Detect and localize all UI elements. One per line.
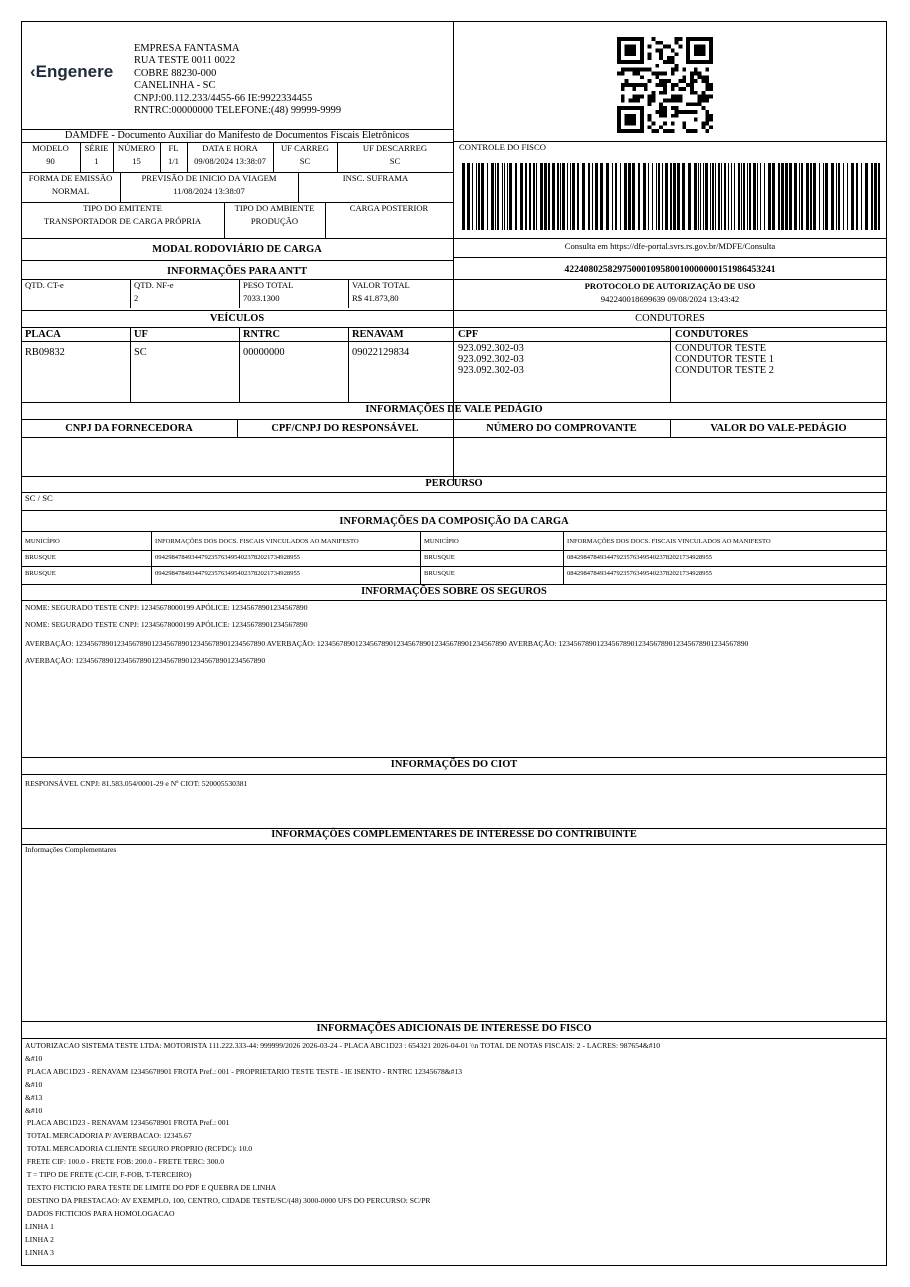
col-uf: UF bbox=[134, 329, 148, 340]
col-numero-comprovante: NÚMERO DO COMPROVANTE bbox=[486, 423, 637, 434]
composicao-title: INFORMAÇÕES DA COMPOSIÇÃO DA CARGA bbox=[339, 516, 569, 527]
fl-value: 1/1 bbox=[168, 156, 179, 166]
col-cpf-responsavel: CPF/CNPJ DO RESPONSÁVEL bbox=[271, 423, 419, 434]
antt-valor-label: VALOR TOTAL bbox=[352, 280, 410, 290]
chave-acesso: 42240802582975000109580010000000151986453241 bbox=[564, 264, 776, 275]
composicao-municipio: BRUSQUE bbox=[424, 570, 455, 577]
averbacao-line: AVERBAÇÃO: 12345678901234567890123456789012345678901234567890 AVERBAÇÃO: 12345678901234567890123456789012345678901234567890 AVERBAÇÃO: 12345678901234567890123456789012345678901234567890 bbox=[25, 639, 749, 648]
seguro-line: NOME: SEGURADO TESTE CNPJ: 12345678000199 APÓLICE: 12345678901234567890 bbox=[25, 620, 308, 629]
previsao-label: PREVISÃO DE INICIO DA VIAGEM bbox=[141, 173, 277, 183]
col-placa: PLACA bbox=[25, 329, 61, 340]
data-hora-value: 09/08/2024 13:38:07 bbox=[194, 156, 266, 166]
condutor-cpf: 923.092.302-03 bbox=[458, 365, 524, 377]
veiculo-placa: RB09832 bbox=[25, 347, 65, 358]
antt-title: INFORMAÇÕES PARA ANTT bbox=[166, 266, 308, 277]
company-info bbox=[134, 43, 341, 117]
protocolo-label: PROTOCOLO DE AUTORIZAÇÃO DE USO bbox=[584, 281, 756, 291]
condutores-title: CONDUTORES bbox=[635, 313, 705, 324]
tipo-ambiente-value: PRODUÇÃO bbox=[250, 216, 299, 226]
tipo-emitente-value: TRANSPORTADOR DE CARGA PRÓPRIA bbox=[43, 216, 202, 226]
company-logo bbox=[30, 62, 113, 82]
adicional-line: LINHA 1 bbox=[25, 1221, 54, 1231]
antt-qtd-cte-label: QTD. CT-e bbox=[25, 280, 64, 290]
col-valor-vale-pedagio: VALOR DO VALE-PEDÁGIO bbox=[710, 423, 847, 434]
adicional-line: DADOS FICTICIOS PARA HOMOLOGACAO bbox=[25, 1208, 175, 1218]
data-hora-label: DATA E HORA bbox=[202, 143, 258, 153]
col-docs-fiscais: INFORMAÇÕES DOS DOCS. FISCAIS VINCULADOS AO MANIFESTO bbox=[567, 538, 771, 545]
seguro-line: NOME: SEGURADO TESTE CNPJ: 12345678000199 APÓLICE: 12345678901234567890 bbox=[25, 603, 308, 612]
uf-carreg-label: UF CARREG bbox=[281, 143, 329, 153]
adicional-line: LINHA 3 bbox=[25, 1247, 54, 1257]
fl-label: FL bbox=[168, 143, 179, 153]
company-line: EMPRESA FANTASMA bbox=[134, 43, 240, 54]
col-cpf: CPF bbox=[458, 329, 479, 340]
adicional-line: &#13 bbox=[25, 1092, 43, 1102]
adicional-line: &#10 bbox=[25, 1053, 43, 1063]
col-rntrc: RNTRC bbox=[243, 329, 280, 340]
composicao-doc: 08429847849344792357634954023782021734928955 bbox=[567, 570, 713, 577]
controle-fisco-label: CONTROLE DO FISCO bbox=[459, 142, 546, 152]
col-cnpj-fornecedora: CNPJ DA FORNECEDORA bbox=[65, 423, 193, 434]
forma-emissao-label: FORMA DE EMISSÃO bbox=[28, 173, 113, 183]
modelo-value: 90 bbox=[46, 156, 55, 166]
adicionais-lines bbox=[25, 1040, 660, 1259]
complementares-value: Informações Complementares bbox=[25, 845, 117, 854]
condutor-nome: CONDUTOR TESTE 1 bbox=[675, 354, 774, 366]
adicional-line: &#10 bbox=[25, 1079, 43, 1089]
logo-text: Engenere bbox=[35, 62, 114, 81]
adicional-line: PLACA ABC1D23 - RENAVAM 12345678901 FROTA Pref.: 001 bbox=[25, 1118, 230, 1128]
company-line: COBRE 88230-000 bbox=[134, 67, 217, 79]
antt-qtd-nfe-value: 2 bbox=[134, 293, 139, 303]
seguros-title: INFORMAÇÕES SOBRE OS SEGUROS bbox=[361, 586, 547, 597]
percurso-value: SC / SC bbox=[25, 493, 53, 503]
chevron-left-mark-icon: ‹ bbox=[30, 62, 36, 81]
consulta-url: Consulta em https://dfe-portal.svrs.rs.gov.br/MDFE/Consulta bbox=[564, 241, 776, 251]
barcode-icon bbox=[462, 163, 880, 230]
veiculos-title: VEÍCULOS bbox=[209, 313, 265, 324]
percurso-title: PERCURSO bbox=[425, 478, 483, 489]
col-docs-fiscais: INFORMAÇÕES DOS DOCS. FISCAIS VINCULADOS AO MANIFESTO bbox=[155, 538, 359, 545]
adicionais-title: INFORMAÇÕES ADICIONAIS DE INTERESSE DO FISCO bbox=[316, 1023, 592, 1034]
condutor-cpf: 923.092.302-03 bbox=[458, 354, 524, 366]
uf-carreg-value: SC bbox=[299, 156, 311, 166]
forma-emissao-value: NORMAL bbox=[51, 186, 90, 196]
veiculo-renavam: 09022129834 bbox=[352, 347, 410, 358]
modelo-label: MODELO bbox=[32, 143, 69, 153]
numero-value: 15 bbox=[132, 156, 141, 166]
company-line: CANELINHA - SC bbox=[134, 80, 216, 92]
col-municipio: MUNICÍPIO bbox=[424, 538, 459, 545]
doc-title: DAMDFE - Documento Auxiliar do Manifesto de Documentos Fiscais Eletrônicos bbox=[64, 130, 410, 141]
adicional-line: LINHA 2 bbox=[25, 1234, 54, 1244]
adicional-line: &#10 bbox=[25, 1105, 43, 1115]
vale-pedagio-title: INFORMAÇÕES DE VALE PEDÁGIO bbox=[365, 404, 543, 415]
adicional-line: PLACA ABC1D23 - RENAVAM 12345678901 FROTA Pref.: 001 - PROPRIETARIO TESTE TESTE - IE ISENTO - RNTRC 12345678&#13 bbox=[25, 1066, 463, 1076]
condutor-nome: CONDUTOR TESTE 2 bbox=[675, 365, 774, 377]
composicao-doc: 08429847849344792357634954023782021734928955 bbox=[567, 554, 713, 561]
condutor-cpf: 923.092.302-03 bbox=[458, 343, 524, 354]
adicional-line: DESTINO DA PRESTACAO: AV EXEMPLO, 100, CENTRO, CIDADE TESTE/SC/(48) 3000-0000 UFS DO PERCURSO: SC/PR bbox=[25, 1195, 431, 1205]
veiculo-uf: SC bbox=[134, 347, 147, 358]
serie-label: SÉRIE bbox=[84, 143, 109, 153]
composicao-municipio: BRUSQUE bbox=[25, 554, 56, 561]
antt-peso-label: PESO TOTAL bbox=[243, 280, 294, 290]
tipo-ambiente-label: TIPO DO AMBIENTE bbox=[234, 203, 315, 213]
insc-suframa-label: INSC. SUFRAMA bbox=[342, 173, 409, 183]
composicao-municipio: BRUSQUE bbox=[25, 570, 56, 577]
composicao-doc: 09429847849344792357634954023782021734928955 bbox=[155, 554, 301, 561]
adicional-line: AUTORIZACAO SISTEMA TESTE LTDA: MOTORISTA 111.222.333-44: 999999/2026 2026-03-24 - PLACA ABC1D23 : 654321 2026-04-01 \\n TOTAL DE NOTAS FISCAIS: 2 - LACRES: 987654&#10 bbox=[25, 1041, 661, 1050]
col-condutores: CONDUTORES bbox=[675, 329, 749, 340]
antt-peso-value: 7033.1300 bbox=[243, 293, 280, 303]
veiculo-rntrc: 00000000 bbox=[243, 347, 285, 358]
condutor-list bbox=[675, 343, 774, 377]
adicional-line: TOTAL MERCADORIA P/ AVERBACAO: 12345.67 bbox=[25, 1131, 192, 1141]
uf-descarreg-label: UF DESCARREG bbox=[362, 143, 428, 153]
serie-value: 1 bbox=[94, 156, 99, 166]
condutor-nome: CONDUTOR TESTE bbox=[675, 343, 767, 354]
company-line: RUA TESTE 0011 0022 bbox=[134, 55, 236, 67]
numero-label: NÚMERO bbox=[117, 143, 156, 153]
carga-posterior-label: CARGA POSTERIOR bbox=[349, 203, 429, 213]
uf-descarreg-value: SC bbox=[389, 156, 401, 166]
previsao-value: 11/08/2024 13:38:07 bbox=[173, 186, 245, 196]
col-renavam: RENAVAM bbox=[352, 329, 404, 340]
antt-qtd-nfe-label: QTD. NF-e bbox=[134, 280, 174, 290]
adicional-line: T = TIPO DE FRETE (C-CIF, F-FOB, T-TERCEIRO) bbox=[25, 1170, 192, 1180]
modal-title: MODAL RODOVIÁRIO DE CARGA bbox=[152, 244, 322, 255]
composicao-municipio: BRUSQUE bbox=[424, 554, 455, 561]
tipo-emitente-label: TIPO DO EMITENTE bbox=[83, 203, 162, 213]
antt-valor-value: R$ 41.873,80 bbox=[352, 293, 399, 303]
qr-code-icon bbox=[617, 37, 713, 133]
cpf-list bbox=[458, 343, 524, 377]
adicional-line: FRETE CIF: 100.0 - FRETE FOB: 200.0 - FRETE TERC: 300.0 bbox=[25, 1157, 224, 1167]
composicao-doc: 09429847849344792357634954023782021734928955 bbox=[155, 570, 301, 577]
ciot-value: RESPONSÁVEL CNPJ: 81.583.054/0001-29 e Nº CIOT: 520005530381 bbox=[25, 779, 248, 788]
complementares-title: INFORMAÇÕES COMPLEMENTARES DE INTERESSE DO CONTRIBUINTE bbox=[271, 829, 637, 840]
adicional-line: TOTAL MERCADORIA CLIENTE SEGURO PROPRIO (RCFDC): 10.0 bbox=[25, 1144, 253, 1154]
averbacao-line: AVERBAÇÃO: 12345678901234567890123456789012345678901234567890 bbox=[25, 656, 266, 665]
col-municipio: MUNICÍPIO bbox=[25, 538, 60, 545]
company-line: CNPJ:00.112.233/4455-66 IE:9922334455 bbox=[134, 92, 313, 104]
protocolo-value: 942240018699639 09/08/2024 13:43:42 bbox=[600, 294, 740, 304]
adicional-line: TEXTO FICTICIO PARA TESTE DE LIMITE DO PDF E QUEBRA DE LINHA bbox=[25, 1182, 277, 1192]
company-line: RNTRC:00000000 TELEFONE:(48) 99999-9999 bbox=[134, 105, 342, 117]
ciot-title: INFORMAÇÕES DO CIOT bbox=[390, 759, 518, 770]
